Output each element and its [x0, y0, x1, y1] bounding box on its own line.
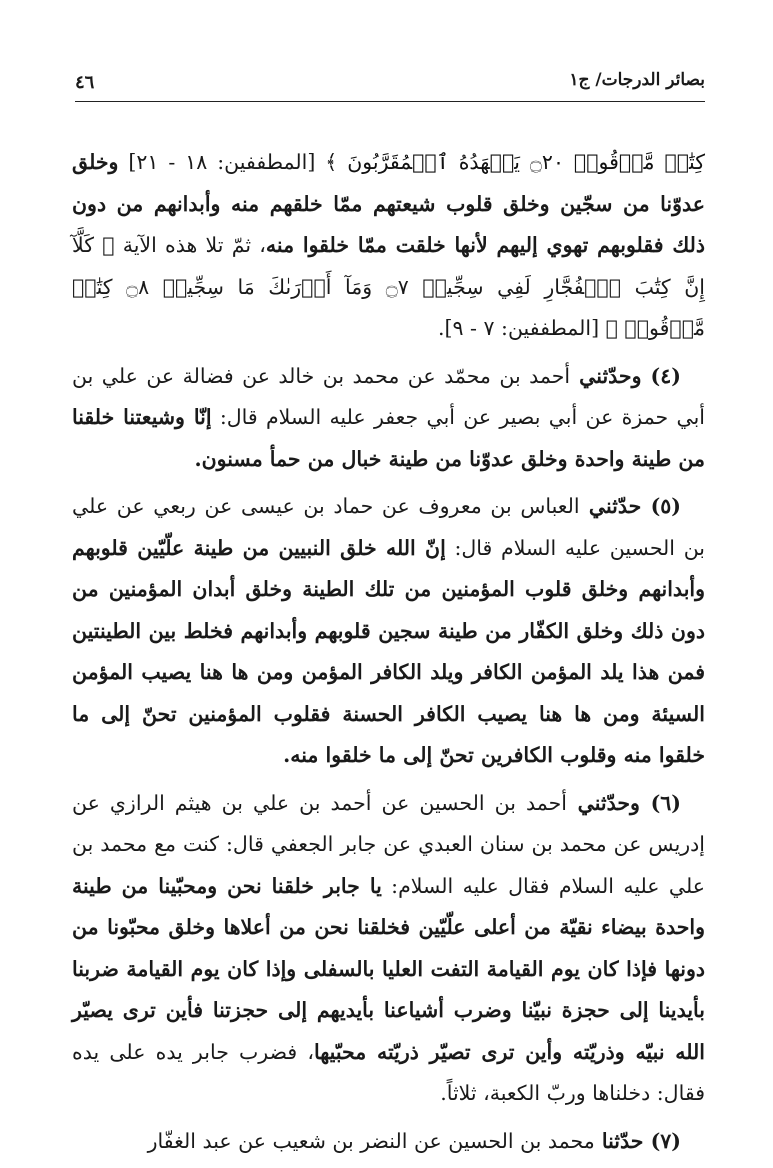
hadith-number: (٤) وحدّثني [570, 363, 681, 388]
body-text [72, 142, 705, 1168]
paragraph-3 [72, 486, 705, 777]
page-number: ٤٦ [75, 72, 95, 93]
text-run: [المطففين: ١٨ - ٢١] [118, 150, 316, 174]
text-run: ، ثمّ تلا هذه الآية ﴿ كَلَّآ إِنَّ كِتَٰبَ ٱلۡفُجَّارِ لَفِي سِجِّينٖ ۝٧ وَمَآ أَدۡرَىٰكَ مَا سِجِّينٞ ۝٨ كِتَٰبٞ مَّرۡقُومٞ ﴾ [المطففين: ٧ - ٩]. [72, 233, 705, 340]
text-run: العباس بن معروف عن حماد بن عيسى عن ربعي عن علي بن الحسين عليه السلام قال: [72, 494, 705, 560]
text-run: إنّا وشيعتنا خلقنا من طينة واحدة وخلق عدوّنا من طينة خبال من حمأ مسنون. [72, 405, 705, 471]
hadith-number: (٦) وحدّثني [566, 790, 681, 815]
running-header [75, 68, 705, 100]
text-run: وخلق عدوّنا من سجّين وخلق قلوب شيعتهم ممّا خلقهم منه وأبدانهم من دون ذلك فقلوبهم تهوي إليهم لأنها خلقت ممّا خلقوا منه [72, 150, 705, 257]
text-run: أحمد بن محمّد عن محمد بن خالد عن فضالة عن علي بن أبي حمزة عن أبي بصير عن أبي جعفر عليه السلام قال: [72, 363, 706, 429]
paragraph-5 [72, 1121, 705, 1163]
text-run: إنّ الله خلق النبيين من طينة علّيّين قلوبهم وأبدانهم وخلق قلوب المؤمنين من تلك الطينة وخلق أبدان المؤمنين من دون ذلك وخلق الكفّار من طينة سجين قلوبهم وأبدانهم فخلط بين الطينتين فمن هذا يلد المؤمن الكافر ويلد الكافر المؤمن ومن ها هنا يصيب المؤمن السيئة ومن ها هنا يصيب الكافر الحسنة فقلوب المؤمنين تحنّ إلى ما خلقوا منه وقلوب الكافرين تحنّ إلى ما خلقوا منه. [72, 535, 705, 767]
text-run: ، فضرب جابر يده على يده فقال: دخلناها وربّ الكعبة، ثلاثاً. [72, 1039, 705, 1105]
running-title: بصائر الدرجات/ ج١ [569, 70, 705, 90]
paragraph-4 [72, 783, 705, 1115]
text-run: أحمد بن الحسين عن أحمد بن علي بن هيثم الرازي عن إدريس عن محمد بن سنان العبدي عن جابر الجعفي قال: كنت مع محمد بن علي عليه السلام فقال عليه السلام: [72, 790, 706, 898]
text-run: كِتَٰبٞ مَّرۡقُومٞ ۝٢٠ يَشۡهَدُهُ ٱلۡمُقَرَّبُونَ ﴾ [315, 150, 706, 174]
text-run: محمد بن الحسين عن النضر بن شعيب عن عبد الغفّار [147, 1128, 595, 1153]
hadith-number: (٥) حدّثني [579, 494, 681, 518]
hadith-number: (٧) حدّثنا [594, 1128, 681, 1153]
paragraph-1 [72, 142, 705, 350]
paragraph-2 [72, 356, 705, 481]
text-run: يا جابر خلقنا نحن ومحبّينا من طينة واحدة بيضاء نقيّة من أعلى علّيّين فخلقنا نحن من أعلاها وخلق محبّونا من دونها فإذا كان يوم القيامة التفت العليا بالسفلى وإذا كان يوم القيامة ضربنا بأيدينا إلى حجزة نبيّنا وضرب أشياعنا بأيديهم إلى حجزتنا فأين ترى يصيّر الله نبيّه وذريّته وأين ترى تصيّر ذريّته محبّيها [72, 873, 705, 1064]
header-divider [75, 101, 705, 102]
